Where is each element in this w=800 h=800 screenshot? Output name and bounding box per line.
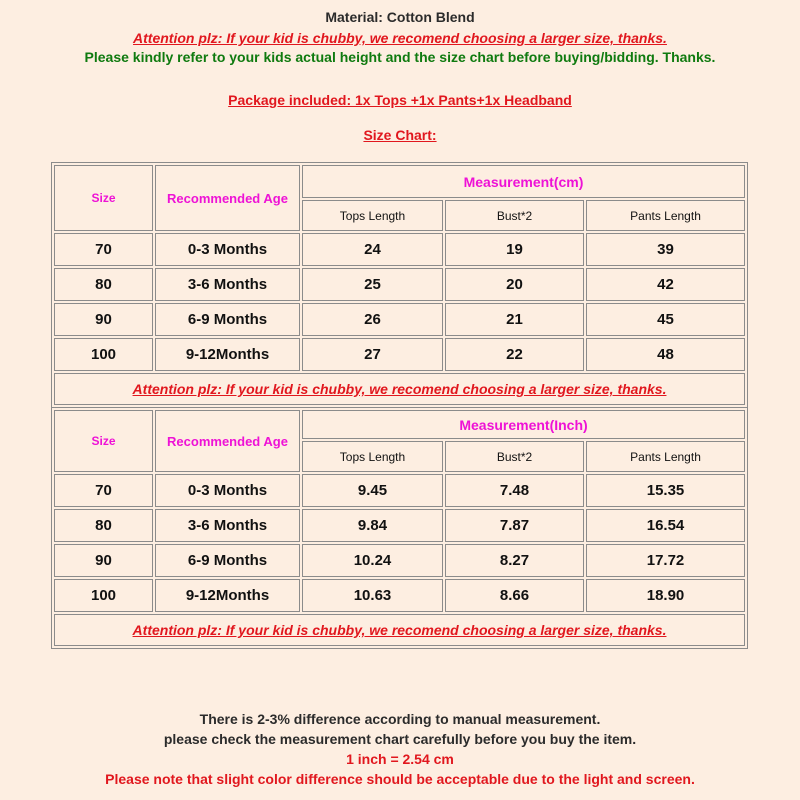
cell-size: 70 — [54, 474, 153, 507]
cell-age: 9-12Months — [155, 579, 300, 612]
cell-size: 80 — [54, 268, 153, 301]
header-bust: Bust*2 — [445, 441, 584, 472]
cell-pants: 16.54 — [586, 509, 745, 542]
cell-age: 3-6 Months — [155, 509, 300, 542]
material-text: Material: Cotton Blend — [325, 9, 475, 25]
cell-tops: 10.24 — [302, 544, 443, 577]
cell-tops: 24 — [302, 233, 443, 266]
cell-size: 80 — [54, 509, 153, 542]
footer-line-2: please check the measurement chart carefully before you buy the item. — [163, 731, 637, 747]
cell-age: 6-9 Months — [155, 544, 300, 577]
header-pants: Pants Length — [586, 441, 745, 472]
cell-tops: 9.84 — [302, 509, 443, 542]
header-age: Recommended Age — [155, 165, 300, 231]
cell-age: 0-3 Months — [155, 233, 300, 266]
package-text: Package included: 1x Tops +1x Pants+1x Headband — [228, 92, 572, 108]
cell-bust: 21 — [445, 303, 584, 336]
header-age: Recommended Age — [155, 410, 300, 472]
cell-pants: 15.35 — [586, 474, 745, 507]
cell-age: 6-9 Months — [155, 303, 300, 336]
cell-bust: 8.27 — [445, 544, 584, 577]
cell-pants: 42 — [586, 268, 745, 301]
cell-pants: 18.90 — [586, 579, 745, 612]
cell-bust: 7.48 — [445, 474, 584, 507]
cell-tops: 25 — [302, 268, 443, 301]
cell-pants: 17.72 — [586, 544, 745, 577]
cell-tops: 9.45 — [302, 474, 443, 507]
table-row — [54, 233, 745, 266]
cell-pants: 45 — [586, 303, 745, 336]
cell-pants: 39 — [586, 233, 745, 266]
cell-bust: 20 — [445, 268, 584, 301]
cell-age: 9-12Months — [155, 338, 300, 371]
table-row — [54, 474, 745, 507]
table-cm-note: Attention plz: If your kid is chubby, we recomend choosing a larger size, thanks. — [54, 373, 745, 405]
footer-line-3: 1 inch = 2.54 cm — [346, 751, 454, 767]
table-row — [54, 544, 745, 577]
refer-text: Please kindly refer to your kids actual height and the size chart before buying/bidding. Thanks. — [84, 49, 716, 65]
cell-tops: 10.63 — [302, 579, 443, 612]
table-row — [54, 268, 745, 301]
table-row — [54, 579, 745, 612]
table-row — [54, 303, 745, 336]
cell-size: 100 — [54, 338, 153, 371]
cell-age: 3-6 Months — [155, 268, 300, 301]
header-tops: Tops Length — [302, 441, 443, 472]
attention-text: Attention plz: If your kid is chubby, we recomend choosing a larger size, thanks. — [133, 30, 667, 46]
cell-tops: 27 — [302, 338, 443, 371]
header-measurement: Measurement(cm) — [302, 165, 745, 198]
size-table-cm — [51, 162, 748, 408]
cell-size: 70 — [54, 233, 153, 266]
cell-size: 90 — [54, 303, 153, 336]
header-bust: Bust*2 — [445, 200, 584, 231]
footer-line-1: There is 2-3% difference according to manual measurement. — [199, 711, 601, 727]
cell-bust: 8.66 — [445, 579, 584, 612]
footer-line-4: Please note that slight color difference should be acceptable due to the light and screen. — [105, 771, 695, 787]
cell-size: 100 — [54, 579, 153, 612]
cell-bust: 7.87 — [445, 509, 584, 542]
table-row — [54, 509, 745, 542]
table-row — [54, 338, 745, 371]
cell-age: 0-3 Months — [155, 474, 300, 507]
header-pants: Pants Length — [586, 200, 745, 231]
header-size: Size — [54, 410, 153, 472]
header-measurement: Measurement(Inch) — [302, 410, 745, 439]
size-table-inch — [51, 408, 748, 649]
cell-tops: 26 — [302, 303, 443, 336]
table-inch-note: Attention plz: If your kid is chubby, we recomend choosing a larger size, thanks. — [54, 614, 745, 646]
cell-bust: 19 — [445, 233, 584, 266]
header-tops: Tops Length — [302, 200, 443, 231]
header-size: Size — [54, 165, 153, 231]
size-chart-label: Size Chart: — [363, 127, 437, 143]
cell-size: 90 — [54, 544, 153, 577]
cell-bust: 22 — [445, 338, 584, 371]
cell-pants: 48 — [586, 338, 745, 371]
